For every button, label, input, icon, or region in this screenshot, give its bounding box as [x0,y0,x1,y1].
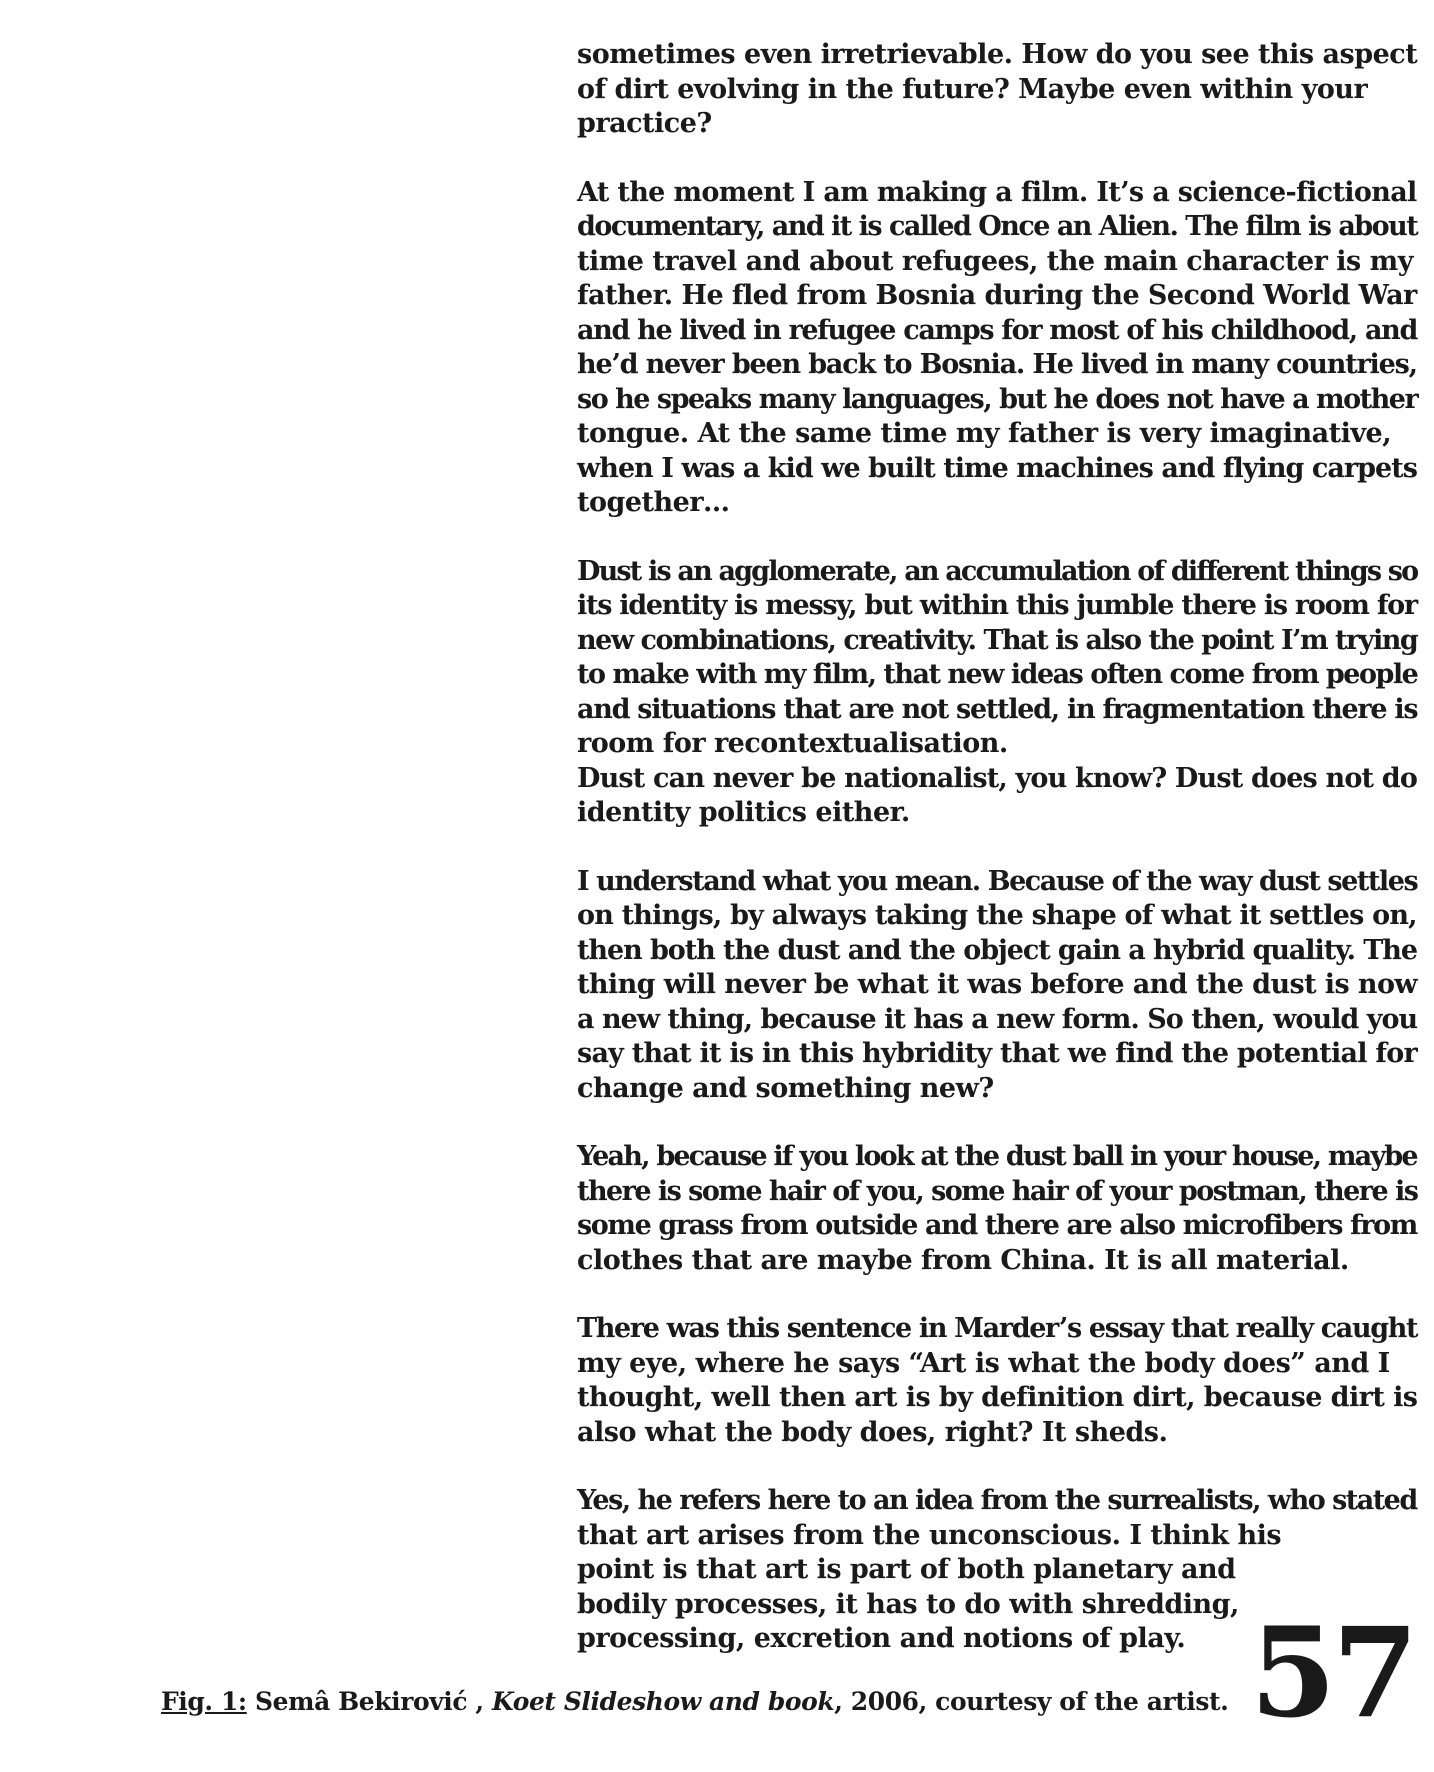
caption-details: , 2006, courtesy of the artist. [834,1687,1229,1716]
interview-answer [577,555,1417,831]
text-line: that art arises from the unconscious. I think his [577,1519,1282,1551]
interview-question [577,38,1417,142]
text-line: Yes, he refers here to an idea from the surrealists, who stated [577,1485,1417,1516]
text-line: Dust is an agglomerate, an accumulation of different things so [577,555,1418,587]
page-number: 57 [1250,1601,1415,1746]
text-line: documentary, and it is called Once an Alien. The film is about [577,211,1418,242]
text-line: thought, well then art is by definition dirt, because dirt is [577,1382,1418,1413]
text-line: sometimes even irretrievable. How do you see this aspect [577,39,1418,70]
interview-answer [577,176,1417,521]
text-line: and he lived in refugee camps for most of his childhood, and [577,314,1418,346]
text-line: some grass from outside and there are also microfibers from [577,1210,1417,1241]
text-line: room for recontextualisation. [577,728,1008,759]
text-line: to make with my film, that new ideas often come from people [577,659,1418,690]
text-line: of dirt evolving in the future? Maybe even within your [577,73,1368,105]
text-line: bodily processes, it has to do with shredding, [577,1588,1239,1620]
text-line: clothes that are maybe from China. It is all material. [577,1244,1349,1276]
interview-answer [577,1140,1417,1278]
text-line: thing will never be what it was before and the dust is now [577,969,1418,1000]
caption-artist: Semâ Bekirović , [246,1687,492,1716]
text-line: then both the dust and the object gain a hybrid quality. The [577,934,1417,966]
caption-work-title: Koet Slideshow and book [492,1687,835,1716]
text-line: tongue. At the same time my father is very imaginative, [577,418,1392,449]
text-line: Dust can never be nationalist, you know? Dust does not do [577,762,1418,794]
text-line: There was this sentence in Marder’s essay that really caught [577,1313,1418,1344]
text-line: he’d never been back to Bosnia. He lived in many countries, [577,349,1417,380]
text-line: when I was a kid we built time machines and flying carpets [577,452,1417,484]
text-line: a new thing, because it has a new form. So then, would you [577,1003,1418,1035]
text-line: Yeah, because if you look at the dust ball in your house, maybe [577,1141,1417,1172]
text-line: I understand what you mean. Because of the way dust settles [577,865,1418,897]
text-line: father. He fled from Bosnia during the Second World War [577,280,1417,311]
text-line: its identity is messy, but within this jumble there is room for [577,590,1417,621]
interview-question [577,1312,1417,1450]
text-line: my eye, where he says “Art is what the body does” and I [577,1347,1390,1379]
text-line: point is that art is part of both planetary and [577,1554,1236,1585]
text-line: time travel and about refugees, the main character is my [577,245,1413,277]
text-line: practice? [577,108,712,139]
text-line: together… [577,487,730,518]
text-line: At the moment I am making a film. It’s a science-fictional [577,176,1417,208]
text-line: say that it is in this hybridity that we find the potential for [577,1038,1418,1069]
text-line: so he speaks many languages, but he does not have a mother [577,383,1418,415]
article-column [577,38,1417,1691]
text-line: and situations that are not settled, in fragmentation there is [577,693,1418,725]
interview-question [577,865,1417,1107]
text-line: on things, by always taking the shape of what it settles on, [577,900,1417,931]
figure-caption [161,1687,1228,1716]
text-line: there is some hair of you, some hair of your postman, there is [577,1175,1418,1207]
text-line: identity politics either. [577,797,910,828]
text-line: also what the body does, right? It sheds. [577,1416,1168,1448]
figure-label: Fig. 1: [161,1687,247,1716]
text-line: processing, excretion and notions of play. [577,1623,1186,1654]
text-line: new combinations, creativity. That is also the point I’m trying [577,624,1418,656]
text-line: change and something new? [577,1072,994,1104]
